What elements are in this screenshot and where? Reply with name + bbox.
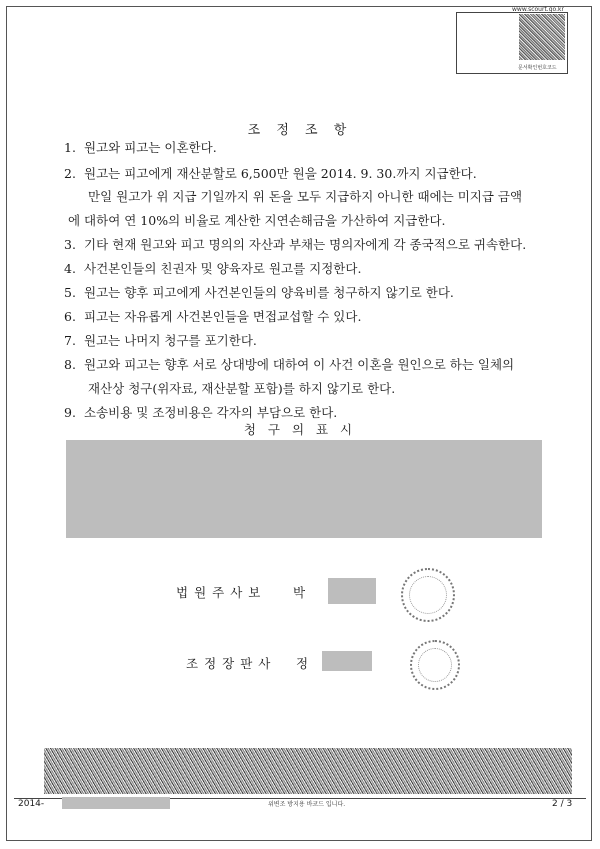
list-item: 6. 피고는 자유롭게 사건본인들을 면접교섭할 수 있다. [64, 309, 362, 324]
case-number: 2014- [18, 799, 45, 809]
list-item: 8. 원고와 피고는 향후 서로 상대방에 대하여 이 사건 이혼을 원인으로 하는 일체의 [64, 357, 515, 372]
signature-role: 법원주사보 [176, 585, 267, 600]
redacted-case-number [62, 797, 170, 809]
redacted-name [328, 578, 376, 604]
list-item: 7. 원고는 나머지 청구를 포기한다. [64, 333, 257, 348]
list-item-continuation: 만일 원고가 위 지급 기일까지 위 돈을 모두 지급하지 아니한 때에는 미지급 금액 [88, 189, 523, 204]
list-item-continuation: 재산상 청구(위자료, 재산분할 포함)를 하지 않기로 한다. [88, 381, 396, 396]
redacted-block [66, 440, 542, 538]
anti-forgery-barcode [44, 748, 572, 794]
list-item: 9. 소송비용 및 조정비용은 각자의 부담으로 한다. [64, 405, 338, 420]
signature-surname: 정 [296, 656, 309, 671]
document-title: 조 정 조 항 [247, 123, 353, 138]
official-seal [410, 640, 460, 690]
barcode-note: 위변조 방지용 바코드 입니다. [268, 801, 346, 808]
list-item: 2. 원고는 피고에게 재산분할로 6,500만 원을 2014. 9. 30.까지 지급한다. [64, 166, 477, 181]
redacted-name [322, 651, 372, 671]
list-item-continuation: 에 대하여 연 10%의 비율로 계산한 지연손해금을 가산하여 지급한다. [68, 213, 446, 228]
list-item: 5. 원고는 향후 피고에게 사건본인들의 양육비를 청구하지 않기로 한다. [64, 285, 454, 300]
court-url: www.scourt.go.kr [512, 6, 564, 13]
list-item: 1. 원고와 피고는 이혼한다. [64, 140, 217, 155]
claim-section-title: 청 구 의 표 시 [243, 422, 357, 437]
list-item: 3. 기타 현재 원고와 피고 명의의 자산과 부채는 명의자에게 각 종국적으로 귀속한다. [64, 237, 527, 252]
qr-code [519, 14, 565, 60]
list-item: 4. 사건본인들의 친권자 및 양육자로 원고를 지정한다. [64, 261, 362, 276]
signature-role: 조정장판사 [186, 656, 277, 671]
qr-code-label: 문서확인번호코드 [518, 65, 557, 71]
page-number: 2 / 3 [552, 799, 573, 809]
signature-surname: 박 [293, 585, 306, 600]
official-seal [401, 568, 455, 622]
